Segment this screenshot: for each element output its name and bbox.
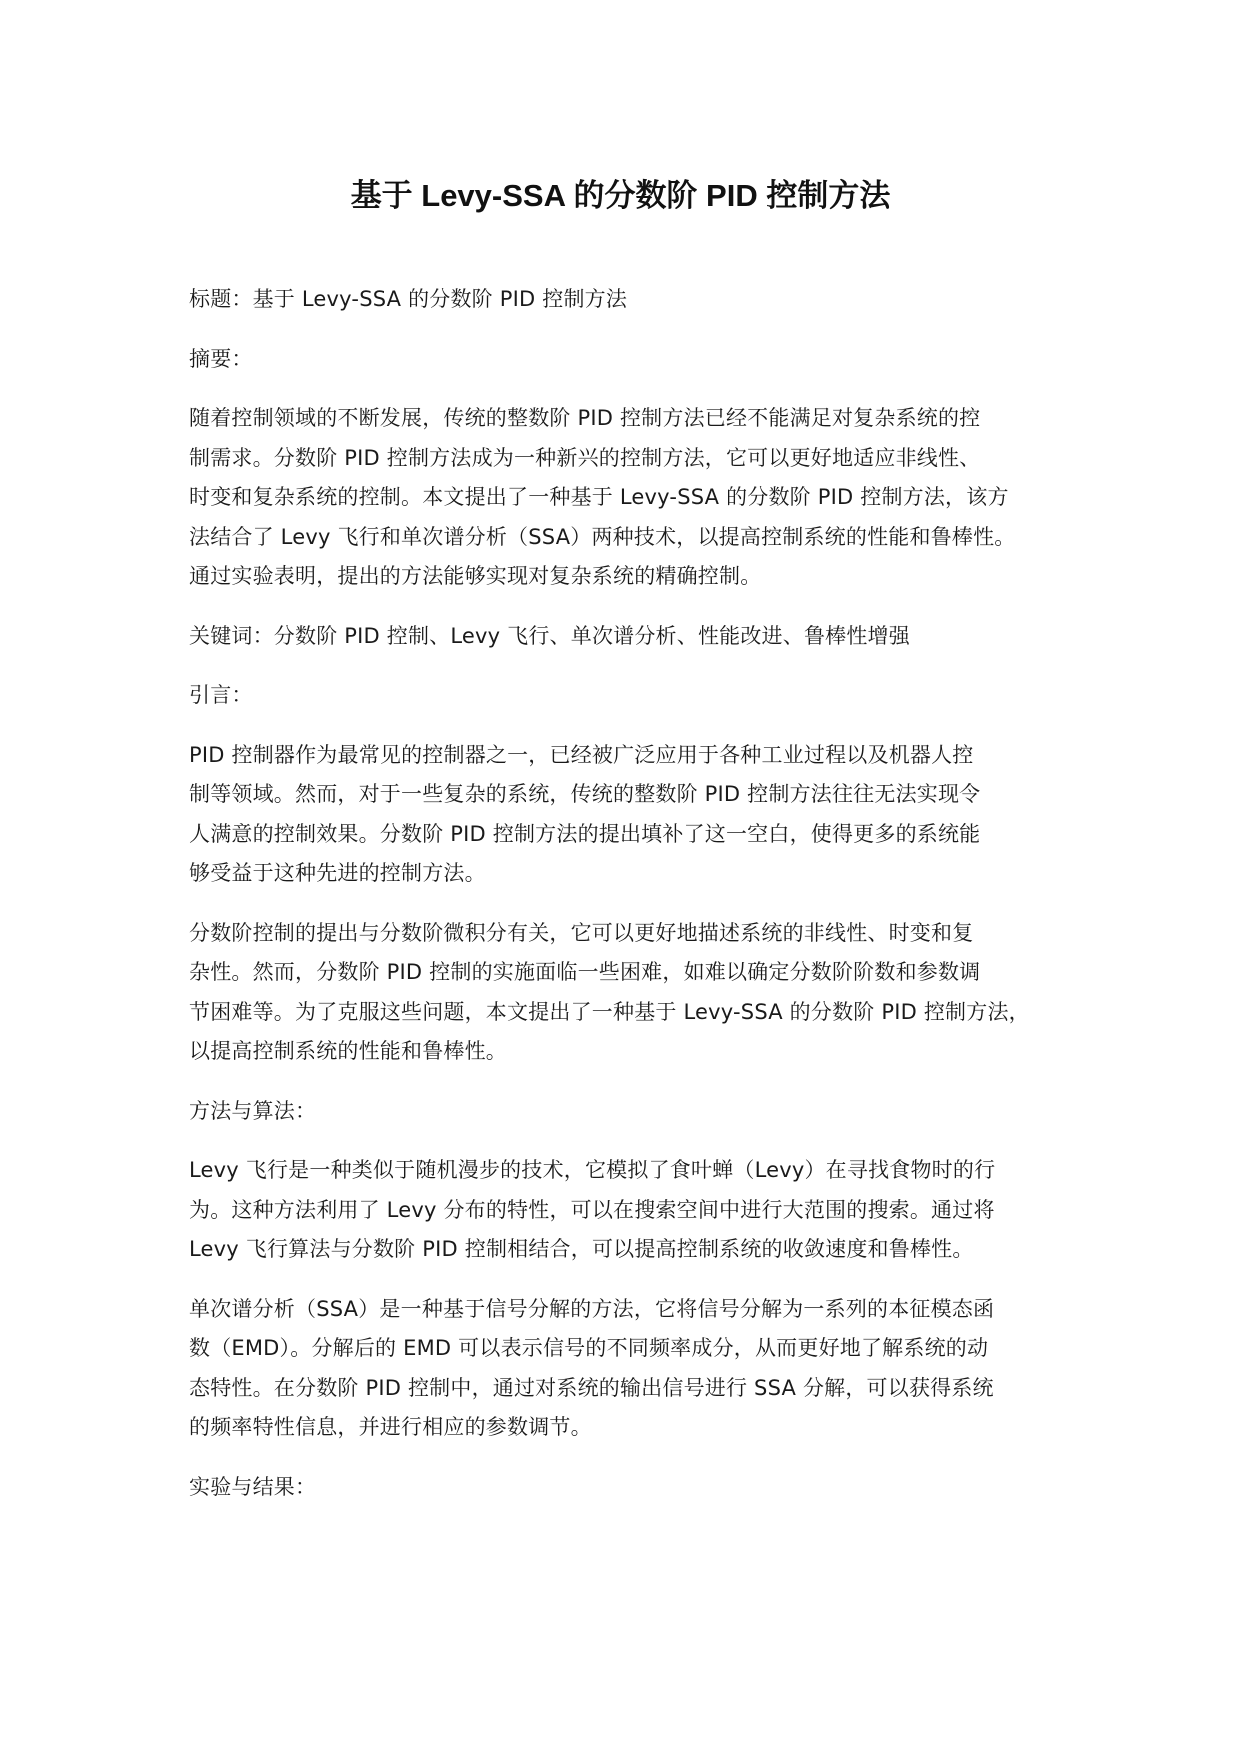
text-line: 引言： bbox=[189, 683, 253, 707]
document-body bbox=[189, 280, 1089, 1527]
page-title: 基于 Levy-SSA 的分数阶 PID 控制方法 bbox=[350, 178, 891, 213]
text-line: Levy 飞行是一种类似于随机漫步的技术，它模拟了食叶蝉（Levy）在寻找食物时的行 bbox=[189, 1158, 996, 1182]
text-line: 以提高控制系统的性能和鲁棒性。 bbox=[189, 1039, 507, 1063]
text-line: 摘要： bbox=[189, 346, 253, 371]
text-line: 制等领域。然而，对于一些复杂的系统，传统的整数阶 PID 控制方法往往无法实现令 bbox=[189, 782, 981, 806]
methods-paragraph-2 bbox=[189, 1290, 1089, 1448]
text-line: 杂性。然而，分数阶 PID 控制的实施面临一些困难，如难以确定分数阶阶数和参数调 bbox=[189, 960, 981, 984]
text-line: 法结合了 Levy 飞行和单次谱分析（SSA）两种技术，以提高控制系统的性能和鲁棒性。 bbox=[189, 524, 1016, 549]
results-heading bbox=[189, 1468, 1089, 1508]
text-line: 的频率特性信息，并进行相应的参数调节。 bbox=[189, 1415, 592, 1439]
text-line: 随着控制领域的不断发展，传统的整数阶 PID 控制方法已经不能满足对复杂系统的控 bbox=[189, 406, 981, 430]
text-line: 节困难等。为了克服这些问题，本文提出了一种基于 Levy-SSA 的分数阶 PID 控制方法， bbox=[189, 999, 1030, 1024]
text-line: Levy 飞行算法与分数阶 PID 控制相结合，可以提高控制系统的收敛速度和鲁棒性。 bbox=[189, 1237, 974, 1261]
text-line: 人满意的控制效果。分数阶 PID 控制方法的提出填补了这一空白，使得更多的系统能 bbox=[189, 821, 981, 846]
title-line bbox=[189, 280, 1089, 320]
abstract-heading bbox=[189, 340, 1089, 380]
text-line: PID 控制器作为最常见的控制器之一，已经被广泛应用于各种工业过程以及机器人控 bbox=[189, 742, 974, 767]
methods-paragraph-1 bbox=[189, 1151, 1089, 1270]
text-line: 标题：基于 Levy-SSA 的分数阶 PID 控制方法 bbox=[189, 287, 628, 311]
text-line: 数（EMD）。分解后的 EMD 可以表示信号的不同频率成分，从而更好地了解系统的动 bbox=[189, 1336, 989, 1360]
text-line: 够受益于这种先进的控制方法。 bbox=[189, 861, 486, 885]
text-line: 分数阶控制的提出与分数阶微积分有关，它可以更好地描述系统的非线性、时变和复 bbox=[189, 920, 974, 945]
text-line: 通过实验表明，提出的方法能够实现对复杂系统的精确控制。 bbox=[189, 564, 762, 588]
methods-heading bbox=[189, 1092, 1089, 1132]
intro-heading bbox=[189, 676, 1089, 716]
text-line: 态特性。在分数阶 PID 控制中，通过对系统的输出信号进行 SSA 分解，可以获得系统 bbox=[189, 1375, 994, 1400]
text-line: 单次谱分析（SSA）是一种基于信号分解的方法，它将信号分解为一系列的本征模态函 bbox=[189, 1296, 995, 1321]
text-line: 实验与结果： bbox=[189, 1474, 317, 1499]
intro-paragraph-2 bbox=[189, 914, 1089, 1072]
text-line: 方法与算法： bbox=[189, 1098, 317, 1123]
keywords-line bbox=[189, 617, 1089, 657]
text-line: 关键词：分数阶 PID 控制、Levy 飞行、单次谱分析、性能改进、鲁棒性增强 bbox=[189, 623, 910, 648]
text-line: 制需求。分数阶 PID 控制方法成为一种新兴的控制方法，它可以更好地适应非线性、 bbox=[189, 445, 981, 470]
text-line: 为。这种方法利用了 Levy 分布的特性，可以在搜索空间中进行大范围的搜索。通过将 bbox=[189, 1197, 995, 1222]
text-line: 时变和复杂系统的控制。本文提出了一种基于 Levy-SSA 的分数阶 PID 控制方法，该方 bbox=[189, 485, 1009, 509]
abstract-paragraph bbox=[189, 399, 1089, 597]
intro-paragraph-1 bbox=[189, 736, 1089, 894]
